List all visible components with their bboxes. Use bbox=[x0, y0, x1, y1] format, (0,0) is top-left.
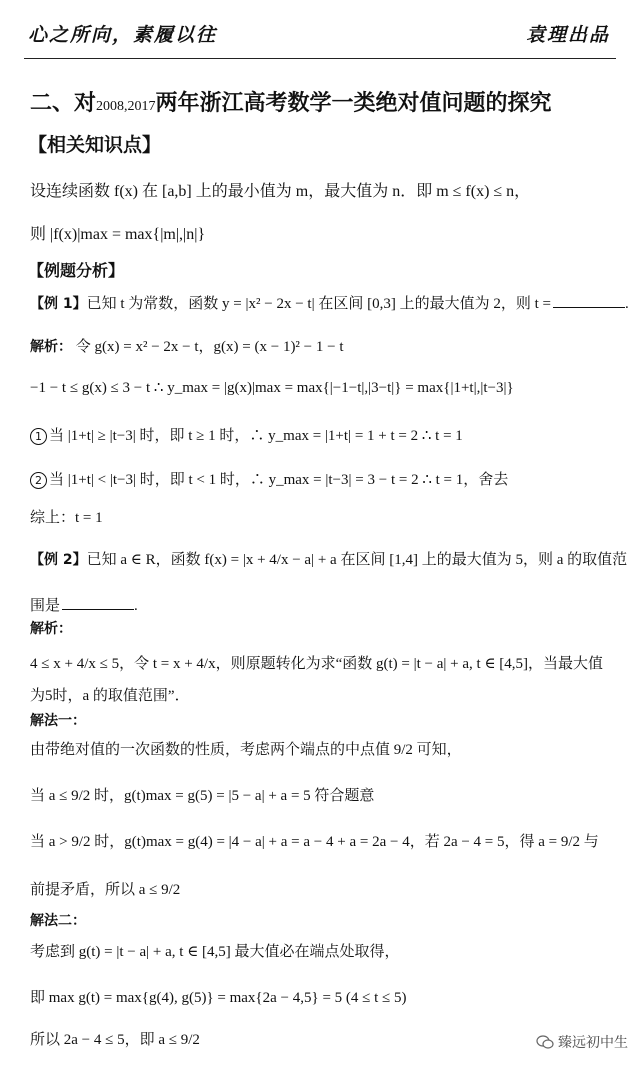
example2-label: 【例 2】 bbox=[30, 552, 87, 568]
example1-question: 【例 1】已知 t 为常数，函数 y = |x² − 2x − t| 在区间 [0,3] 上的最大值为 2，则 t = . bbox=[30, 296, 629, 312]
answer-blank bbox=[553, 306, 625, 308]
example2-question: 【例 2】已知 a ∈ R，函数 f(x) = |x + 4/x − a| + a 在区间 [1,4] 上的最大值为 5，则 a 的取值范 bbox=[30, 552, 628, 568]
section-examples: 【例题分析】 bbox=[28, 261, 125, 280]
method-1-label: 解法一： bbox=[30, 713, 86, 729]
method-1-line-3: 当 a > 9/2 时，g(t)max = g(4) = |4 − a| + a = a − 4 + a = 2a − 4，若 2a − 4 = 5，得 a = 9/2 与 bbox=[30, 834, 599, 850]
example1-range-line: −1 − t ≤ g(x) ≤ 3 − t ∴ y_max = |g(x)|max = max{|−1−t|,|3−t|} = max{|1+t|,|t−3|} bbox=[30, 380, 514, 396]
example1-case-1: 1 当 |1+t| ≥ |t−3| 时，即 t ≥ 1 时，∴ y_max = |1+t| = 1 + t = 2 ∴ t = 1 bbox=[30, 424, 463, 445]
wechat-icon bbox=[536, 1035, 554, 1049]
circled-number-icon: 1 bbox=[30, 428, 47, 445]
section-knowledge: 【相关知识点】 bbox=[28, 134, 162, 156]
circled-number-icon: 2 bbox=[30, 472, 47, 489]
header-divider bbox=[24, 58, 616, 59]
analysis-label: 解析： bbox=[30, 339, 72, 355]
method-1-line-1: 由带绝对值的一次函数的性质，考虑两个端点的中点值 9/2 可知， bbox=[30, 742, 462, 758]
example1-analysis: 解析： 令 g(x) = x² − 2x − t，g(x) = (x − 1)² − 1 − t bbox=[30, 339, 344, 355]
watermark: 臻远初中生 bbox=[536, 1032, 628, 1052]
example2-analysis-label: 解析： bbox=[30, 621, 72, 637]
example2-analysis-line-1: 4 ≤ x + 4/x ≤ 5，令 t = x + 4/x，则原题转化为求“函数 g(t) = |t − a| + a, t ∈ [4,5]，当最大值 bbox=[30, 656, 604, 672]
knowledge-line-2: 则 |f(x)|max = max{|m|,|n|} bbox=[30, 226, 206, 243]
method-2-line-3: 所以 2a − 4 ≤ 5，即 a ≤ 9/2 bbox=[30, 1032, 200, 1048]
example2-analysis-line-2: 为5时，a 的取值范围”． bbox=[30, 688, 190, 704]
header-motto: 心之所向，素履以往 bbox=[28, 24, 218, 46]
title-years: 2008,2017 bbox=[96, 99, 156, 114]
header-author: 袁理出品 bbox=[525, 24, 610, 46]
method-2-line-2: 即 max g(t) = max{g(4), g(5)} = max{2a − 4,5} = 5 (4 ≤ t ≤ 5) bbox=[30, 990, 407, 1006]
example1-label: 【例 1】 bbox=[30, 296, 87, 312]
method-2-label: 解法二： bbox=[30, 913, 86, 929]
example1-case-2: 2 当 |1+t| < |t−3| 时，即 t < 1 时，∴ y_max = |t−3| = 3 − t = 2 ∴ t = 1，舍去 bbox=[30, 468, 508, 489]
knowledge-line-1: 设连续函数 f(x) 在 [a,b] 上的最小值为 m，最大值为 n．即 m ≤ f(x) ≤ n， bbox=[30, 183, 531, 200]
example1-summary: 综上：t = 1 bbox=[30, 510, 103, 526]
method-1-line-4: 前提矛盾，所以 a ≤ 9/2 bbox=[30, 882, 181, 898]
example2-question-cont: 围是 . bbox=[30, 598, 138, 614]
method-2-line-1: 考虑到 g(t) = |t − a| + a, t ∈ [4,5] 最大值必在端点处取得， bbox=[30, 944, 400, 960]
page-title: 二、对2008,2017两年浙江高考数学一类绝对值问题的探究 bbox=[30, 91, 552, 116]
method-1-line-2: 当 a ≤ 9/2 时，g(t)max = g(5) = |5 − a| + a = 5 符合题意 bbox=[30, 788, 375, 804]
answer-blank bbox=[62, 608, 134, 610]
